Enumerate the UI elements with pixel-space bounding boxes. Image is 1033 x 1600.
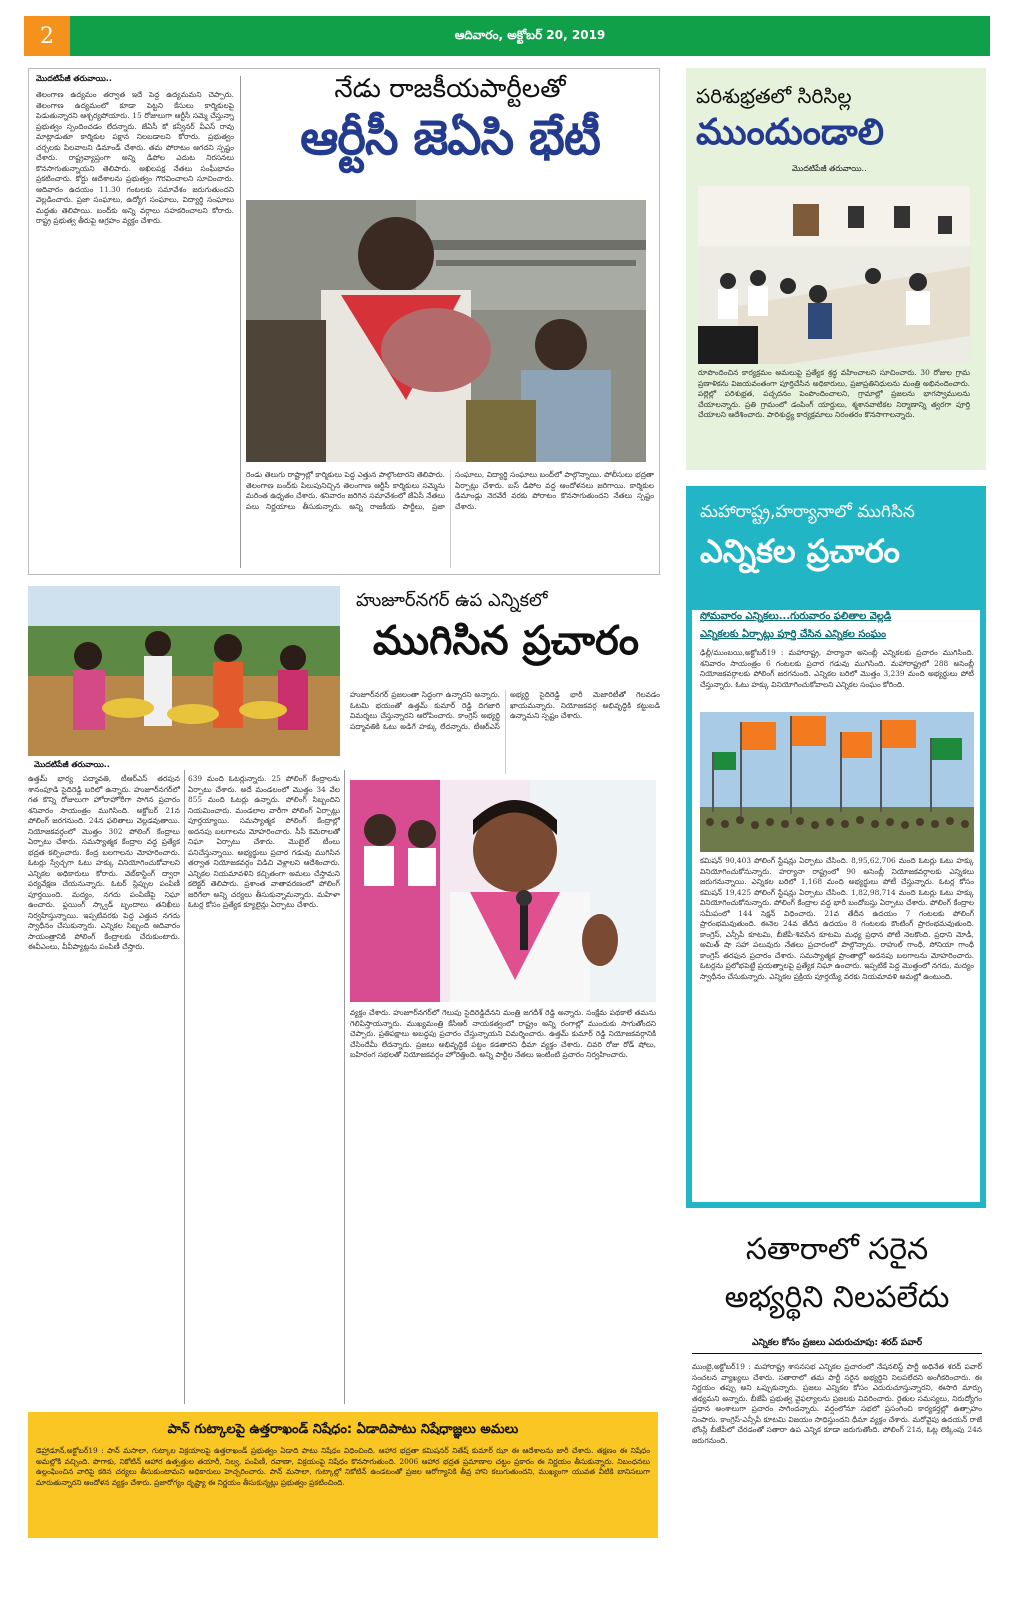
story-pan-body: డెహ్రాడూన్,అక్టోబర్19 : పాన్ మసాలా, గుట్కాల విక్రయాలపై ఉత్తరాఖండ్ ప్రభుత్వం ఏడాది పాటు నిషేధం విధించింది. ఆహార భద్రతా కమిషనర్ నితేష్ కుమార్ ఝా ఈ ఆదేశాలను జారీ చేశారు. తక్షణం ఈ నిషేధం అమల్లోకి వచ్చింది. పొగాకు, నికోటిన్ ఆహార ఉత్పత్తుల తయారీ, నిల్వ, పంపిణీ, రవాణా, విక్రయంపై నిషేధం కొనసాగుతుంది. 2006 ఆహార భద్రత ప్రమాణాల చట్టం ప్రకారం ఈ నిర్ణయం తీసుకున్నారు. నిబంధనలు ఉల్లంఘించిన వారిపై కఠిన చర్యలు తీసుకుంటామని అధికారులు హెచ్చరించారు. పాన్ మసాలా, గుట్కాల్లో నికోటిన్ ఉండటంతో ప్రజల ఆరోగ్యానికి తీవ్ర హాని కలుగుతుందని, ముఖ్యంగా యువత వీటికి బానిసలుగా మారుతున్నారని ఆందోళన వ్యక్తం చేశారు. ప్రజారోగ్యం దృష్ట్యా ఈ నిర్ణయం తీసుకున్నట్లు ప్రభుత్వం ప్రకటించింది. [36,1446,650,1487]
story-maharashtra-headline: ఎన్నికల ప్రచారం [700,532,900,570]
bjp-rally-photo [700,712,974,852]
masthead-date: ఆదివారం, అక్టోబర్ 20, 2019 [454,27,606,42]
story-huzurnagar-kicker: మొదటిపేజీ తరువాయి.. [34,760,110,769]
column-divider [184,770,185,1404]
story-sircilla-kicker: మొదటిపేజీ తరువాయి.. [792,164,867,173]
story-maharashtra-body-top: ఢిల్లీ/ముంబయి,అక్టోబర్19 : మహారాష్ట్ర, హర్యానా అసెంబ్లీ ఎన్నికలకు ప్రచారం ముగిసింది. శనివారం సాయంత్రం 6 గంటలకు ప్రచార గడువు ముగిసింది. మహారాష్ట్రలో 288 అసెంబ్లీ నియోజకవర్గాలకు పోలింగ్ జరగనుంది. ఎన్నికల బరిలో మొత్తం 3,239 మంది అభ్యర్థులు పోటీ చేస్తున్నారు. ఓటు హక్కు వినియోగించుకోవాలని ఎన్నికల సంఘం కోరింది. [700,648,974,689]
story-rtc-body-right: రెండు తెలుగు రాష్ట్రాల్లో కార్మికులు పెద్ద ఎత్తున పాల్గొంటారని తెలిపారు. తెలంగాణ బంద్‌కు పిలుపునిచ్చిన తెలంగాణ ఆర్టీసీ కార్మికులు సమ్మెను మరింత ఉధృతం చేశారు. శనివారం జరిగిన సమావేశంలో జేఏసీ నేతలు పలు నిర్ణయాలు తీసుకున్నారు. అన్ని రాజకీయ పార్టీలు, ప్రజా సంఘాలు, విద్యార్థి సంఘాలు బంద్‌లో పాల్గొన్నాయి. పోలీసులు భద్రతా ఏర్పాట్లు చేశారు. బస్ డిపోల వద్ద ఆందోళనలు జరిగాయి. కార్మికుల డిమాండ్లు నెరవేరే వరకు పోరాటం కొనసాగుతుందని నేతలు స్పష్టం చేశారు. [246,470,654,511]
story-satara-caption: ఎన్నికల కోసం ప్రజలు ఎదురుచూపు: శరద్ పవార్ [751,1338,923,1348]
story-huzurnagar-overline: హుజూర్‌నగర్ ఉప ఎన్నికలో [356,590,548,611]
story-huzurnagar-body-top: హుజూర్‌నగర్ ప్రజలంతా సిద్ధంగా ఉన్నారని అన్నారు. ఓటమి భయంతో ఉత్తమ్ కుమార్ రెడ్డి దిగజారి విమర్శలు చేస్తున్నారని ఆరోపించారు. కాంగ్రెస్ అభ్యర్థి పద్మావతికి ఓటు అడిగే హక్కు లేదన్నారు. టీఆర్‌ఎస్ అభ్యర్థి సైదిరెడ్డి భారీ మెజారిటీతో గెలవడం ఖాయమన్నారు. నియోజకవర్గ అభివృద్ధికి కట్టుబడి ఉన్నామని స్పష్టం చేశారు. [350,690,660,731]
story-satara-headline-2: అభ్యర్థిని నిలపలేదు [724,1280,950,1315]
story-rtc-overline: నేడు రాజకీయపార్టీలతో [334,74,566,104]
column-divider [344,770,345,1404]
story-sircilla-body: రూపొందించిన కార్యక్రమం అమలుపై ప్రత్యేక శ్రద్ధ వహించాలని సూచించారు. 30 రోజుల గ్రామ ప్రణాళికను విజయవంతంగా పూర్తిచేసిన అధికారులు, ప్రజాప్రతినిధులను మంత్రి అభినందించారు. పల్లెల్లో పరిశుభ్రత, పచ్చదనం పెంపొందించాలని, గ్రామాల్లో ప్రజలను భాగస్వాములను చేయాలన్నారు. ప్రతి గ్రామంలో డంపింగ్ యార్డులు, శ్మశానవాటికల నిర్మాణాన్ని త్వరగా పూర్తి చేయాలని ఆదేశించారు. పారిశుద్ధ్య కార్యక్రమాలు నిరంతరం కొనసాగాలన్నారు. [698,368,970,420]
story-maharashtra-overline: మహారాష్ట్ర,హర్యానాలో ముగిసిన [700,502,915,522]
meeting-photo [698,186,970,364]
story-satara-headline-1: సతారాలో సరైన [745,1232,929,1267]
story-huzurnagar-body-mid: 639 మంది ఓటర్లున్నారు. 25 పోలింగ్ కేంద్రాలను ఏర్పాటు చేశారు. అదే మండలంలో మొత్తం 34 వేల 855 మంది ఓటర్లు ఉన్నారు. పోలింగ్ సిబ్బందిని నియమించారు. మండలాల వారీగా పోలింగ్ ఏర్పాట్లు పూర్తయ్యాయి. సమస్యాత్మక పోలింగ్ కేంద్రాల్లో అదనపు బలగాలను మోహరించారు. సీసీ కెమెరాలతో నిఘా ఏర్పాటు చేశారు. మొబైల్ టీంలు పనిచేస్తున్నాయి. అభ్యర్థులు ప్రచార గడువు ముగిసిన తర్వాత నియోజకవర్గం విడిచి వెళ్లాలని ఆదేశించారు. ఎన్నికల నియమావళిని కచ్చితంగా అమలు చేస్తామని కలెక్టర్ తెలిపారు. ప్రశాంత వాతావరణంలో పోలింగ్ జరిగేలా అన్ని చర్యలు తీసుకున్నామన్నారు. మహిళా ఓటర్ల కోసం ప్రత్యేక క్యూలైన్లు ఏర్పాటు చేశారు. [188,774,340,910]
story-pan-headline: పాన్ గుట్కాలపై ఉత్తరాఖండ్ నిషేధం: ఏడాదిపాటు నిషేధాజ్ఞలు అమలు [167,1422,519,1437]
story-satara-body: ముంబై,అక్టోబర్19 : మహారాష్ట్ర శాసనసభ ఎన్నికల ప్రచారంలో నేషనలిస్ట్ పార్టీ అధినేత శరద్ పవార్ సంచలన వ్యాఖ్యలు చేశారు. సతారాలో తమ పార్టీ సరైన అభ్యర్థిని నిలపలేదని అంగీకరించారు. ఈ నిర్ణయం తప్పు అని ఒప్పుకున్నారు. ప్రజలు ఎన్నికల కోసం ఎదురుచూస్తున్నారని, ఈసారి మార్పు తథ్యమని అన్నారు. బీజేపీ ప్రభుత్వ వైఫల్యాలను ప్రజలకు వివరించారు. రైతుల సమస్యలు, నిరుద్యోగం ప్రధాన అంశాలుగా ప్రచారం సాగిందన్నారు. వర్షంలోనూ సభలో ప్రసంగించి కార్యకర్తల్లో ఉత్సాహం నింపారు. కాంగ్రెస్-ఎన్సీపీ కూటమి విజయం సాధిస్తుందని ధీమా వ్యక్తం చేశారు. మరోవైపు ఉదయన్ రాజే భోంస్లే బీజేపీలో చేరడంతో సతారా ఉప ఎన్నిక కూడా జరుగుతోంది. పోలింగ్ 21న, ఓట్ల లెక్కింపు 24న జరుగనుంది. [692,1362,982,1445]
story-rtc-kicker: మొదటిపేజీ తరువాయి.. [36,74,112,83]
column-divider [240,76,241,568]
minister-photo [350,780,656,1002]
story-sircilla-headline: ముందుండాలి [696,112,885,153]
story-huzurnagar-body-right: వ్యక్తం చేశారు. హుజూర్‌నగర్‌లో గెలుపు సైదిరెడ్డిదేనని మంత్రి జగదీశ్ రెడ్డి అన్నారు. సంక్షేమ పథకాలే తమను గెలిపిస్తాయన్నారు. ముఖ్యమంత్రి కేసీఆర్ నాయకత్వంలో రాష్ట్రం అన్ని రంగాల్లో ముందుకు సాగుతోందని చెప్పారు. ప్రతిపక్షాలు అబద్ధపు ప్రచారం చేస్తున్నాయని విమర్శించారు. ఉత్తమ్ కుమార్ రెడ్డి నియోజకవర్గానికి చేసిందేమీ లేదన్నారు. ప్రజలు అభివృద్ధికే పట్టం కడతారని ధీమా వ్యక్తం చేశారు. చివరి రోజు రోడ్ షోలు, బహిరంగ సభలతో నియోజకవర్గం హోరెత్తింది. అన్ని పార్టీల నేతలు ఇంటింటి ప్రచారం నిర్వహించారు. [350,1008,656,1060]
story-rtc-headline: ఆర్టీసీ జెఏసి భేటీ [300,110,600,166]
page-number-box [24,16,70,56]
story-satara-divider [692,1353,982,1354]
rtc-protest-photo [246,200,646,462]
story-rtc-body-left: తెలంగాణ ఉద్యమం తర్వాత ఇదే పెద్ద ఉద్యమమని చెప్పారు. తెలంగాణ ఉద్యమంలో కూడా పెట్టని కేసులు కార్మికులపై పెడుతున్నారని ఆశ్చర్యపోయారు. 15 రోజులుగా ఆర్టీసీ సమ్మె చేస్తున్నా ప్రభుత్వం స్పందించడం లేదన్నారు. జేఏసీ కో కన్వీనర్ వీఎస్ రావు మాట్లాడుతూ కార్మికుల పక్షాన నిలబడాలని కోరారు. ప్రభుత్వం చర్చలకు పిలవాలని డిమాండ్ చేశారు. తమ పోరాటం ఆగదని స్పష్టం చేశారు. రాష్ట్రవ్యాప్తంగా అన్ని డిపోల ఎదుట నిరసనలు కొనసాగుతున్నాయని తెలిపారు. అఖిలపక్ష నేతలు సంఘీభావం ప్రకటించారు. కోర్టు ఆదేశాలను ప్రభుత్వం గౌరవించాలని సూచించారు. ఆదివారం ఉదయం 11.30 గంటలకు సమావేశం జరుగుతుందని వెల్లడించారు. ప్రజా సంఘాలు, ఉద్యోగ సంఘాలు, విద్యార్థి సంఘాలు మద్దతు తెలిపాయి. బంద్‌కు అన్ని వర్గాలు సహకరించాలని కోరారు. రాష్ట్ర ప్రభుత్వ తీరుపై ఆగ్రహం వ్యక్తం చేశారు. [36,90,234,226]
campaign-photo [28,586,340,756]
page-number: 2 [40,23,54,49]
story-huzurnagar-body-left: ఉత్తమ్ భార్య పద్మావతి, టీఆర్‌ఎస్ తరపున శానంపూడి సైదిరెడ్డి బరిలో ఉన్నారు. హుజూర్‌నగర్‌లో గత కొన్ని రోజులుగా హోరాహోరీగా సాగిన ప్రచారం శనివారం సాయంత్రం ముగిసింది. అక్టోబర్ 21న పోలింగ్ జరగనుంది. 24న ఫలితాలు వెల్లడవుతాయి. నియోజకవర్గంలో మొత్తం 302 పోలింగ్ కేంద్రాలు ఏర్పాటు చేశారు. సమస్యాత్మక కేంద్రాల వద్ద ప్రత్యేక భద్రత కల్పించారు. కేంద్ర బలగాలను మోహరించారు. ఓటర్లు స్వేచ్ఛగా ఓటు హక్కు వినియోగించుకోవాలని ఎన్నికల అధికారులు కోరారు. వెబ్‌కాస్టింగ్ ద్వారా పర్యవేక్షణ చేయనున్నారు. ఓటర్ స్లిప్పుల పంపిణీ పూర్తయింది. మద్యం, నగదు పంపిణీపై నిఘా ఉంచారు. ఫ్లయింగ్ స్క్వాడ్ బృందాలు తనిఖీలు నిర్వహిస్తున్నాయి. ఇప్పటివరకు పెద్ద ఎత్తున నగదు స్వాధీనం చేసుకున్నారు. ఎన్నికల సిబ్బంది ఆదివారం సాయంత్రానికి పోలింగ్ కేంద్రాలకు చేరుకుంటారు. ఈవీఎంలు, వీవీప్యాట్లను పంపిణీ చేస్తారు. [28,774,180,952]
masthead-band [70,16,990,56]
story-sircilla-overline: పరిశుభ్రతలో సిరిసిల్ల [696,84,852,108]
story-maharashtra-subhead-1: సోమవారం ఎన్నికలు...గురువారం ఫలితాల వెల్లడి [700,611,892,622]
story-maharashtra-subhead-2: ఎన్నికలకు ఏర్పాట్లు పూర్తి చేసిన ఎన్నికల సంఘం [700,629,887,640]
story-huzurnagar-headline: ముగిసిన ప్రచారం [372,618,640,664]
story-maharashtra-body-bottom: కమిషన్ 90,403 పోలింగ్ స్టేషన్లు ఏర్పాటు చేసింది. 8,95,62,706 మంది ఓటర్లు ఓటు హక్కు వినియోగించుకోనున్నారు. హర్యానా రాష్ట్రంలో 90 అసెంబ్లీ నియోజకవర్గాలకు ఎన్నికలు జరుగనున్నాయి. ఎన్నికల బరిలో 1,168 మంది అభ్యర్థులు పోటీ చేస్తున్నారు. ఓటర్ల కోసం కమిషన్ 19,425 పోలింగ్ స్టేషన్లు ఏర్పాటు చేసింది. 1,82,98,714 మంది ఓటర్లు ఓటు హక్కు వినియోగించుకోనున్నారు. పోలింగ్ కేంద్రాల వద్ద భారీ బందోబస్తు ఏర్పాటు చేశారు. పోలింగ్ కేంద్రాల సమీపంలో 144 సెక్షన్ విధించారు. 21వ తేదీన ఉదయం 7 గంటలకు పోలింగ్ ప్రారంభమవుతుంది. ఈనెల 24వ తేదీన ఉదయం 8 గంటలకు కౌంటింగ్ ప్రారంభమవుతుంది. కాంగ్రెస్, ఎన్సీపీ కూటమి, బీజేపీ-శివసేన కూటమి మధ్య ప్రధాన పోటీ నెలకొంది. ప్రధాని మోడీ, అమిత్ షా సహా పలువురు నేతలు ప్రచారంలో పాల్గొన్నారు. రాహుల్ గాంధీ, సోనియా గాంధీ కాంగ్రెస్ తరఫున ప్రచారం చేశారు. సమస్యాత్మక ప్రాంతాల్లో అదనపు బలగాలను మోహరించారు. ఓటర్లను ప్రలోభపెట్టే ప్రయత్నాలపై ప్రత్యేక నిఘా ఉంచారు. ఇప్పటికే పెద్ద మొత్తంలో నగదు, మద్యం స్వాధీనం చేసుకున్నారు. ఎన్నికల ప్రక్రియ పూర్తయ్యే వరకు నియమావళి అమల్లో ఉంటుంది. [700,856,974,981]
